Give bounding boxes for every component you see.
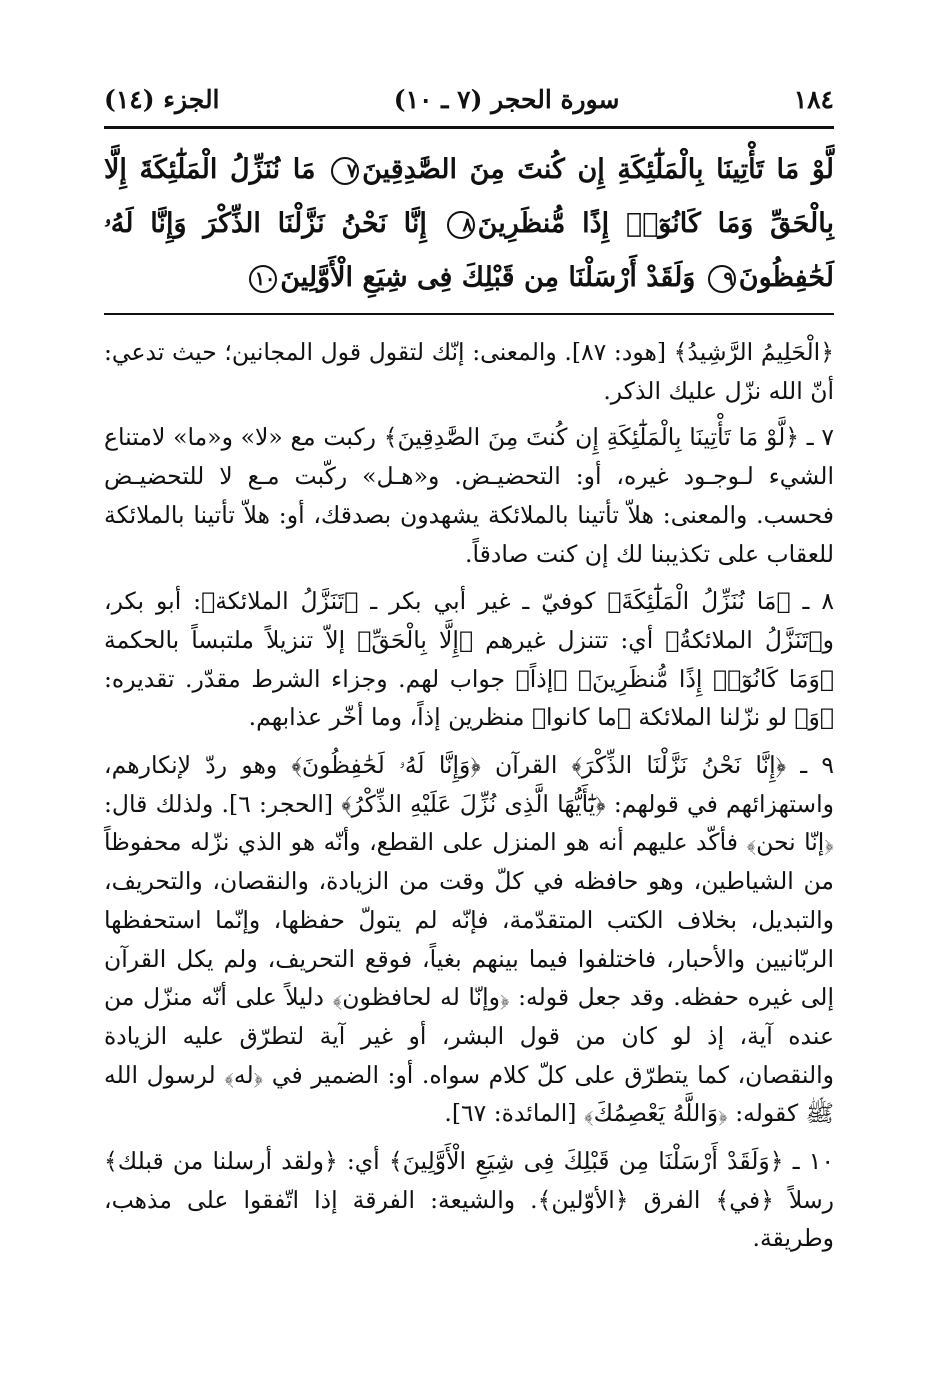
surah-title: سورة الحجر (٧ ـ ١٠): [393, 85, 620, 114]
page-header: [104, 78, 834, 122]
verse-10-marker: ١٠: [249, 265, 277, 293]
quran-verses: [104, 143, 834, 305]
verse-7-text: لَّوْ مَا تَأْتِينَا بِالْمَلَٰٓئِكَةِ إِن كُنتَ مِنَ الصَّٰدِقِينَ: [362, 154, 834, 185]
verse-8-text: مَا نُنَزِّلُ الْمَلَٰٓئِكَةَ إِلَّا بِالْحَقِّ وَمَا كَانُوٓا۟ إِذًا مُّنظَرِينَ: [104, 154, 834, 239]
verse-9-marker: ٩: [708, 265, 736, 293]
verse-9-text: إِنَّا نَحْنُ نَزَّلْنَا الذِّكْرَ وَإِنَّا لَهُۥ لَحَٰفِظُونَ: [104, 208, 834, 293]
verse-7-marker: ٧: [331, 157, 359, 185]
verse-10-text: وَلَقَدْ أَرْسَلْنَا مِن قَبْلِكَ فِى شِيَعِ الْأَوَّلِينَ: [280, 262, 696, 293]
commentary-paragraph-verse-10: ١٠ ـ ﴿وَلَقَدْ أَرْسَلْنَا مِن قَبْلِكَ فِى شِيَعِ الْأَوَّلِينَ﴾ أي: ﴿ولقد أرسلنا من قبلك﴾ رسلاً ﴿في﴾ الفرق ﴿الأوّلين﴾. والشيعة: الفرقة إذا اتّفقوا على مذهب، وطريقة.: [104, 1147, 834, 1253]
verses-divider: [104, 313, 834, 315]
page-number: ١٨٤: [793, 85, 834, 114]
header-divider: [104, 126, 834, 129]
juz-label: الجزء (١٤): [104, 85, 220, 114]
commentary-paragraph-verse-8: ٨ ـ ﴿مَا نُنَزِّلُ الْمَلَٰٓئِكَةَ﴾ كوفيّ ـ غير أبي بكر ـ ﴿تَنَزَّلُ الملائكة﴾: أبو بكر، و﴿تَنَزَّلُ الملائكةُ﴾ أي: تتنزل غيرهم ﴿إِلَّا بِالْحَقِّ﴾ إلاّ تنزيلاً ملتبساً بالحكمة ﴿وَمَا كَانُوٓا۟ إِذًا مُّنظَرِينَ﴾ ﴿إذاً﴾ جواب لهم. وجزاء الشرط مقدّر. تقديره: ﴿وَ﴾ لو نزّلنا الملائكة ﴿ما كانوا﴾ منظرين إذاً، وما أخّر عذابهم.: [104, 587, 834, 732]
tafsir-commentary: [104, 333, 834, 1258]
commentary-paragraph-continuation: ﴿الْحَلِيمُ الرَّشِيدُ﴾ [هود: ٨٧]. والمعنى: إنّك لتقول قول المجانين؛ حيث تدعي: أنّ الله نزّل عليك الذكر.: [104, 338, 834, 405]
commentary-paragraph-verse-7: ٧ ـ ﴿لَّوْ مَا تَأْتِينَا بِالْمَلَٰٓئِكَةِ إِن كُنتَ مِنَ الصَّٰدِقِينَ﴾ ركبت مع «لا» و«ما» لامتناع الشيء لـوجـود غيره، أو: التحضيـض. و«هـل» ركّبت مـع لا للتحضيـض فحسب. والمعنى: هلاّ تأتينا بالملائكة يشهدون بصدقك، أو: هلاّ تأتينا بالملائكة للعقاب على تكذيبنا لك إن كنت صادقاً.: [104, 423, 834, 568]
verse-8-marker: ٨: [447, 211, 475, 239]
book-page: [104, 78, 834, 1318]
commentary-paragraph-verse-9: ٩ ـ ﴿إِنَّا نَحْنُ نَزَّلْنَا الذِّكْرَ﴾ القرآن ﴿وَإِنَّا لَهُۥ لَحَٰفِظُونَ﴾ وهو ردّ لإنكارهم، واستهزائهم في قولهم: ﴿يَٰٓأَيُّهَا الَّذِى نُزِّلَ عَلَيْهِ الذِّكْرُ﴾ [الحجر: ٦]. ولذلك قال: ﴿إنّا نحن﴾ فأكّد عليهم أنه هو المنزل على القطع، وأنّه هو الذي نزّله محفوظاً من الشياطين، وهو حافظه في كلّ وقت من الزيادة، والنقصان، والتحريف، والتبديل، بخلاف الكتب المتقدّمة، فإنّه لم يتولّ حفظها، وإنّما استحفظها الربّانيين والأحبار، فاختلفوا فيما بينهم بغياً، فوقع التحريف، ولم يكل القرآن إلى غيره حفظه. وقد جعل قوله: ﴿وإنّا له لحافظون﴾ دليلاً على أنّه منزّل من عنده آية، إذ لو كان من قول البشر، أو غير آية لتطرّق عليه الزيادة والنقصان، كما يتطرّق على كلّ كلام سواه. أو: الضمير في ﴿له﴾ لرسول الله ﷺ كقوله: ﴿وَاللَّهُ يَعْصِمُكَ﴾ [المائدة: ٦٧].: [104, 751, 834, 1128]
